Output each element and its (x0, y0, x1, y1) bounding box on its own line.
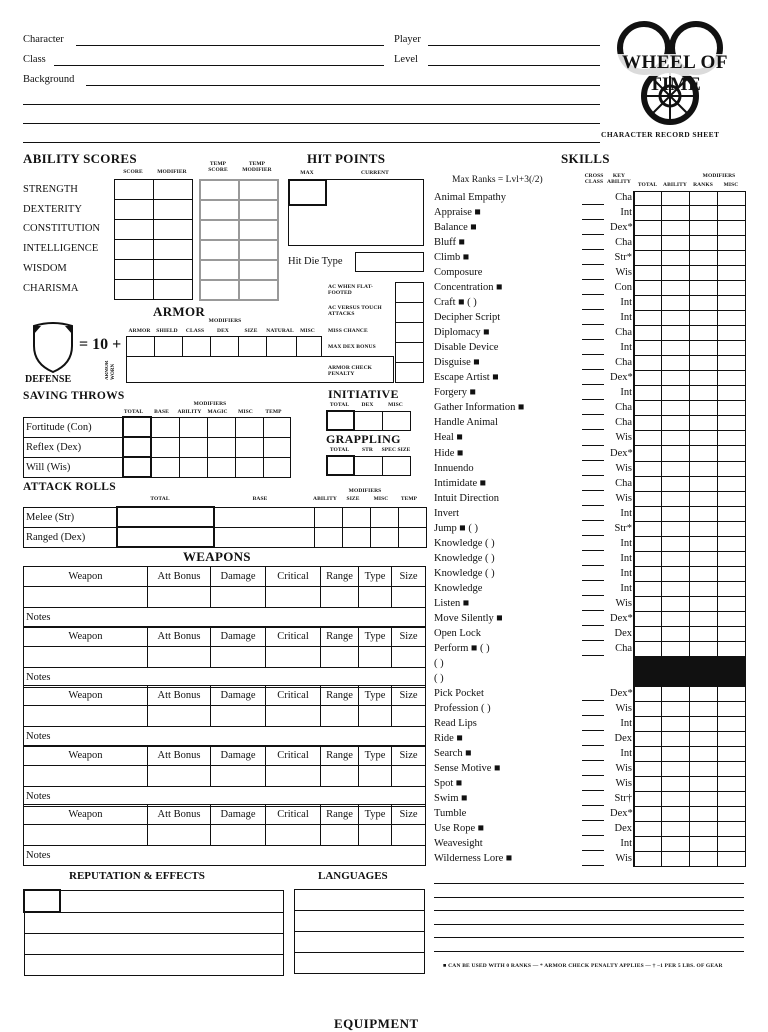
attack-rolls-grid[interactable] (23, 506, 427, 548)
weapon-col-header: Range (321, 805, 359, 825)
init-col-misc: MISC (388, 402, 403, 408)
skill-name: Read Lips (434, 718, 477, 730)
skill-name: Gather Information ■ (434, 402, 525, 414)
skill-key-ability: Dex (614, 627, 632, 639)
miss-chance-label: MISS CHANCE (328, 328, 368, 334)
ability-dexterity: DEXTERITY (23, 204, 82, 215)
attack-melee: Melee (Str) (24, 507, 118, 527)
class-field[interactable] (54, 65, 384, 66)
weapon-col-header: Range (321, 686, 359, 706)
armor-col-armor: ARMOR (128, 328, 151, 334)
save-reflex: Reflex (Dex) (24, 437, 124, 457)
skill-key-ability: Int (620, 582, 632, 594)
weapon-col-header: Type (359, 626, 392, 646)
weapon-cell[interactable] (392, 825, 426, 846)
armor-col-shield: SHIELD (156, 328, 178, 334)
skill-name: Knowledge (434, 582, 483, 594)
saves-col-magic: MAGIC (207, 409, 228, 415)
weapon-cell[interactable] (321, 587, 359, 608)
weapon-cell[interactable] (392, 587, 426, 608)
saves-col-total: TOTAL (123, 409, 144, 415)
weapon-col-header: Critical (266, 805, 321, 825)
hit-die-field[interactable] (355, 252, 424, 272)
skill-key-ability: Cha (615, 402, 632, 414)
skill-name: Escape Artist ■ (434, 372, 499, 384)
skill-key-ability: Wis (615, 432, 632, 444)
skill-key-ability: Wis (615, 763, 632, 775)
attack-ranged: Ranged (Dex) (24, 527, 118, 547)
skill-blank-line[interactable] (434, 937, 744, 938)
armor-worn-label: ARMOR WORN (105, 360, 116, 380)
weapon-cell[interactable] (211, 765, 266, 786)
weapon-cell[interactable] (148, 706, 211, 727)
skill-key-ability: Int (620, 207, 632, 219)
weapon-cell[interactable] (211, 646, 266, 667)
skill-key-ability: Cha (615, 642, 632, 654)
skill-key-ability: Int (620, 387, 632, 399)
skill-name: Forgery ■ (434, 387, 477, 399)
ability-score-col: SCORE (123, 169, 143, 175)
skill-key-ability: Wis (615, 462, 632, 474)
skill-key-ability: Dex* (610, 447, 633, 459)
equipment-title: EQUIPMENT (334, 1016, 419, 1031)
grapple-col-total: TOTAL (329, 447, 350, 453)
grappling-grid[interactable] (326, 455, 411, 476)
saves-col-temp: TEMP (265, 409, 282, 415)
skill-name: Bluff ■ (434, 237, 465, 249)
background-line-4[interactable] (23, 142, 600, 143)
weapon-col-header: Att Bonus (148, 626, 211, 646)
reputation-title: REPUTATION & EFFECTS (69, 870, 205, 882)
player-label: Player (394, 34, 421, 45)
armor-col-natural: NATURAL (266, 328, 294, 334)
skill-name: Pick Pocket (434, 687, 484, 699)
reputation-grid[interactable] (23, 889, 284, 976)
weapon-col-header: Att Bonus (148, 567, 211, 587)
skill-name: Ride ■ (434, 733, 463, 745)
character-field[interactable] (76, 45, 384, 46)
weapon-cell[interactable] (148, 825, 211, 846)
weapon-cell[interactable] (148, 765, 211, 786)
skill-name: Handle Animal (434, 417, 498, 429)
armor-side-boxes[interactable] (395, 282, 424, 383)
saves-col-ability: ABILITY (177, 409, 202, 415)
skill-name: Disguise ■ (434, 357, 480, 369)
skill-key-ability: Str* (614, 252, 632, 264)
attack-col-misc: MISC (373, 496, 389, 502)
skill-name: Intimidate ■ (434, 477, 487, 489)
skill-key-ability: Str† (614, 793, 632, 805)
languages-title: LANGUAGES (318, 870, 388, 882)
skill-key-ability: Cha (615, 417, 632, 429)
skill-blank-line[interactable] (434, 910, 744, 911)
languages-grid[interactable] (294, 889, 425, 974)
skill-name: Weavesight (434, 838, 483, 850)
skill-key-ability: Dex (614, 733, 632, 745)
attack-col-base: BASE (252, 496, 268, 502)
weapon-cell[interactable] (211, 825, 266, 846)
armor-modifier-grid[interactable] (126, 336, 322, 357)
hit-points-title: HIT POINTS (307, 151, 386, 166)
weapon-cell[interactable] (266, 765, 321, 786)
initiative-grid[interactable] (326, 410, 411, 431)
skill-name: Listen ■ (434, 597, 470, 609)
weapons-title: WEAPONS (183, 549, 251, 564)
weapon-notes[interactable]: Notes (24, 786, 426, 806)
ability-wisdom: WISDOM (23, 263, 67, 274)
skill-key-ability: Cha (615, 477, 632, 489)
attack-rolls-title: ATTACK ROLLS (23, 481, 116, 493)
weapon-block[interactable] (23, 626, 426, 688)
skill-name: Swim ■ (434, 793, 468, 805)
skill-name: Tumble (434, 808, 467, 820)
wheel-of-time-logo (598, 18, 750, 126)
skill-key-ability: Dex (614, 823, 632, 835)
skills-title: SKILLS (561, 151, 610, 166)
skill-name: ( ) (434, 672, 444, 684)
weapon-col-header: Type (359, 745, 392, 765)
skill-name: Jump ■ ( ) (434, 522, 478, 534)
skill-key-ability: Cha (615, 327, 632, 339)
weapon-col-header: Weapon (24, 686, 148, 706)
weapon-block[interactable] (23, 685, 426, 747)
skill-name: Innuendo (434, 462, 474, 474)
ability-score-grid[interactable] (114, 179, 193, 300)
weapon-cell[interactable] (24, 587, 148, 608)
skill-key-ability: Int (620, 838, 632, 850)
weapon-block[interactable] (23, 745, 426, 807)
skill-key-ability: Wis (615, 267, 632, 279)
weapon-cell[interactable] (359, 825, 392, 846)
weapon-col-header: Size (392, 686, 426, 706)
skill-key-ability: Int (620, 718, 632, 730)
skill-key-ability: Wis (615, 778, 632, 790)
skill-name: Sense Motive ■ (434, 763, 501, 775)
skill-key-ability: Int (620, 537, 632, 549)
class-label: Class (23, 54, 46, 65)
attack-col-temp: TEMP (400, 496, 418, 502)
armor-modifiers-label: MODIFIERS (208, 318, 242, 324)
skill-blank-line[interactable] (434, 897, 744, 898)
skill-blank-line[interactable] (434, 883, 744, 884)
background-line-3[interactable] (23, 123, 600, 124)
hp-max-col: MAX (300, 170, 314, 176)
weapon-col-header: Damage (211, 626, 266, 646)
weapon-col-header: Type (359, 686, 392, 706)
defense-shield-icon (31, 322, 75, 374)
skill-name: Invert (434, 507, 460, 519)
skill-blank-line[interactable] (434, 951, 744, 952)
weapon-notes[interactable]: Notes (24, 846, 426, 866)
init-col-total: TOTAL (329, 402, 350, 408)
skills-col-ranks: RANKS (693, 182, 713, 188)
skill-key-ability: Dex* (610, 372, 633, 384)
skills-col-key-ability: KEY ABILITY (607, 173, 631, 185)
weapon-col-header: Damage (211, 686, 266, 706)
weapon-col-header: Type (359, 805, 392, 825)
weapon-col-header: Size (392, 626, 426, 646)
hp-current-col: CURRENT (361, 170, 389, 176)
sheet-title: CHARACTER RECORD SHEET (601, 130, 720, 139)
weapon-col-header: Damage (211, 745, 266, 765)
weapon-col-header: Damage (211, 805, 266, 825)
hit-die-label: Hit Die Type (288, 256, 343, 267)
grapple-col-str: STR (362, 447, 373, 453)
weapon-cell[interactable] (24, 825, 148, 846)
character-label: Character (23, 34, 64, 45)
background-line-2[interactable] (23, 104, 600, 105)
skill-name: Perform ■ ( ) (434, 642, 490, 654)
weapon-cell[interactable] (266, 646, 321, 667)
weapon-cell[interactable] (266, 587, 321, 608)
skill-key-ability: Cha (615, 237, 632, 249)
skill-key-ability: Cha (615, 192, 632, 203)
skills-col-ability: ABILITY (663, 182, 687, 188)
armor-title: ARMOR (153, 304, 206, 319)
saves-modifiers-label: MODIFIERS (193, 401, 227, 407)
skill-name: Knowledge ( ) (434, 537, 495, 549)
skill-name: Intuit Direction (434, 492, 500, 504)
skill-name: Appraise ■ (434, 207, 481, 219)
skill-name: Move Silently ■ (434, 612, 503, 624)
armor-col-misc: MISC (300, 328, 315, 334)
skill-name: Animal Empathy (434, 192, 507, 203)
weapon-col-header: Size (392, 805, 426, 825)
weapon-notes[interactable]: Notes (24, 608, 426, 628)
skill-key-ability: Int (620, 507, 632, 519)
weapon-col-header: Weapon (24, 745, 148, 765)
attack-col-size: SIZE (346, 496, 360, 502)
ac-flat-footed-label: AC WHEN FLAT-FOOTED (328, 284, 373, 296)
weapon-cell[interactable] (148, 646, 211, 667)
ability-temp-grid[interactable] (199, 179, 279, 301)
save-fortitude: Fortitude (Con) (24, 417, 124, 437)
weapon-cell[interactable] (211, 706, 266, 727)
skill-name: Knowledge ( ) (434, 567, 495, 579)
weapon-block[interactable] (23, 566, 426, 628)
skill-name: Use Rope ■ (434, 823, 485, 835)
weapon-cell[interactable] (321, 765, 359, 786)
saving-throws-grid[interactable] (23, 416, 291, 478)
weapon-col-header: Type (359, 567, 392, 587)
saving-throws-title: SAVING THROWS (23, 390, 125, 402)
weapon-cell[interactable] (321, 825, 359, 846)
saves-col-base: BASE (154, 409, 169, 415)
weapon-col-header: Critical (266, 567, 321, 587)
weapon-col-header: Att Bonus (148, 745, 211, 765)
weapon-cell[interactable] (392, 706, 426, 727)
grappling-title: GRAPPLING (326, 432, 401, 446)
skill-name: Open Lock (434, 627, 481, 639)
skill-name: Composure (434, 267, 483, 279)
max-dex-label: MAX DEX BONUS (328, 344, 376, 350)
weapon-cell[interactable] (321, 646, 359, 667)
armor-col-size: SIZE (244, 328, 258, 334)
skill-name: Climb ■ (434, 252, 470, 264)
skill-key-ability: Int (620, 297, 632, 309)
skill-key-ability: Int (620, 552, 632, 564)
weapon-col-header: Range (321, 745, 359, 765)
skills-col-cross-class: CROSS CLASS (584, 173, 604, 185)
skill-name: Disable Device (434, 342, 499, 354)
attack-col-total: TOTAL (150, 496, 170, 502)
skill-cross-class-field[interactable] (582, 865, 604, 866)
weapon-cell[interactable] (266, 706, 321, 727)
skill-key-ability: Str* (614, 522, 632, 534)
weapon-col-header: Att Bonus (148, 686, 211, 706)
weapon-cell[interactable] (266, 825, 321, 846)
weapon-cell[interactable] (359, 765, 392, 786)
skill-blank-line[interactable] (434, 924, 744, 925)
ability-constitution: CONSTITUTION (23, 223, 100, 234)
save-will: Will (Wis) (24, 457, 124, 477)
armor-formula: = 10 + (79, 336, 122, 353)
skill-key-ability: Int (620, 748, 632, 760)
background-field[interactable] (86, 85, 600, 86)
skill-key-ability: Dex* (610, 222, 633, 234)
skill-key-ability: Int (620, 567, 632, 579)
armor-col-dex: DEX (217, 328, 229, 334)
weapon-cell[interactable] (359, 646, 392, 667)
ability-temp-score-col: TEMP SCORE (208, 161, 228, 173)
saves-col-misc: MISC (238, 409, 253, 415)
skill-name: Balance ■ (434, 222, 477, 234)
skill-name: Search ■ (434, 748, 472, 760)
skill-key-ability: Dex* (610, 612, 633, 624)
weapon-cell[interactable] (392, 646, 426, 667)
weapon-col-header: Att Bonus (148, 805, 211, 825)
initiative-title: INITIATIVE (328, 387, 399, 401)
armor-col-class: CLASS (185, 328, 205, 334)
skill-name: Heal ■ (434, 432, 463, 444)
weapon-cell[interactable] (321, 706, 359, 727)
hp-max-box[interactable] (288, 179, 327, 206)
weapon-col-header: Range (321, 626, 359, 646)
skill-key-ability: Int (620, 312, 632, 324)
skill-name: ( ) (434, 657, 444, 669)
ability-intelligence: INTELLIGENCE (23, 243, 99, 254)
armor-check-penalty-label: ARMOR CHECK PENALTY (328, 365, 373, 377)
ability-modifier-col: MODIFIER (157, 169, 187, 175)
skill-key-ability: Wis (615, 492, 632, 504)
ability-scores-title: ABILITY SCORES (23, 151, 137, 166)
weapon-col-header: Weapon (24, 567, 148, 587)
skill-key-ability: Cha (615, 357, 632, 369)
weapon-cell[interactable] (211, 587, 266, 608)
skill-key-ability: Wis (615, 597, 632, 609)
skill-name: Profession ( ) (434, 703, 491, 715)
ability-strength: STRENGTH (23, 184, 78, 195)
skill-key-ability: Dex* (610, 687, 633, 699)
skill-name: Spot ■ (434, 778, 463, 790)
player-field[interactable] (428, 45, 600, 46)
skills-col-misc: MISC (723, 182, 739, 188)
weapon-notes[interactable]: Notes (24, 667, 426, 687)
weapon-col-header: Size (392, 567, 426, 587)
ability-charisma: CHARISMA (23, 283, 79, 294)
max-ranks-label: Max Ranks = Lvl+3(/2) (452, 175, 543, 185)
weapon-cell[interactable] (392, 765, 426, 786)
grapple-col-spec-size: SPEC SIZE (381, 447, 411, 453)
weapon-col-header: Critical (266, 686, 321, 706)
skill-name: Knowledge ( ) (434, 552, 495, 564)
defense-label: DEFENSE (25, 374, 72, 385)
level-label: Level (394, 54, 418, 65)
background-label: Background (23, 74, 75, 85)
skill-key-ability: Wis (615, 703, 632, 715)
weapon-col-header: Critical (266, 626, 321, 646)
skill-name: Decipher Script (434, 312, 501, 324)
skill-name: Hide ■ (434, 447, 464, 459)
skill-key-ability: Dex* (610, 808, 633, 820)
weapon-cell[interactable] (359, 706, 392, 727)
ac-touch-label: AC VERSUS TOUCH ATTACKS (328, 305, 382, 317)
skill-key-ability: Con (614, 282, 632, 294)
skills-footnote: ■ CAN BE USED WITH 0 RANKS — * ARMOR CHECK PENALTY APPLIES — † –1 PER 5 LBS. OF GEAR (443, 963, 723, 969)
weapon-col-header: Weapon (24, 805, 148, 825)
skill-name: Diplomacy ■ (434, 327, 490, 339)
weapon-col-header: Range (321, 567, 359, 587)
weapon-notes[interactable]: Notes (24, 727, 426, 747)
weapon-cell[interactable] (24, 706, 148, 727)
skill-key-ability: Wis (615, 853, 632, 865)
skill-name: Concentration ■ (434, 282, 503, 294)
skill-name: Craft ■ ( ) (434, 297, 477, 309)
weapon-cell[interactable] (24, 646, 148, 667)
logo-text: WHEEL OF TIME (622, 52, 728, 95)
weapon-col-header: Critical (266, 745, 321, 765)
weapon-cell[interactable] (359, 587, 392, 608)
skill-name: Wilderness Lore ■ (434, 853, 513, 865)
ability-temp-modifier-col: TEMP MODIFIER (242, 161, 272, 173)
weapon-col-header: Size (392, 745, 426, 765)
weapon-cell[interactable] (148, 587, 211, 608)
skills-col-total: TOTAL (637, 182, 658, 188)
weapon-col-header: Damage (211, 567, 266, 587)
weapon-block[interactable] (23, 804, 426, 866)
skills-modifiers-label: MODIFIERS (702, 173, 736, 179)
weapon-col-header: Weapon (24, 626, 148, 646)
attack-modifiers-label: MODIFIERS (348, 488, 382, 494)
init-col-dex: DEX (361, 402, 374, 408)
level-field[interactable] (428, 65, 600, 66)
skill-key-ability: Int (620, 342, 632, 354)
attack-col-ability: ABILITY (313, 496, 337, 502)
weapon-cell[interactable] (24, 765, 148, 786)
